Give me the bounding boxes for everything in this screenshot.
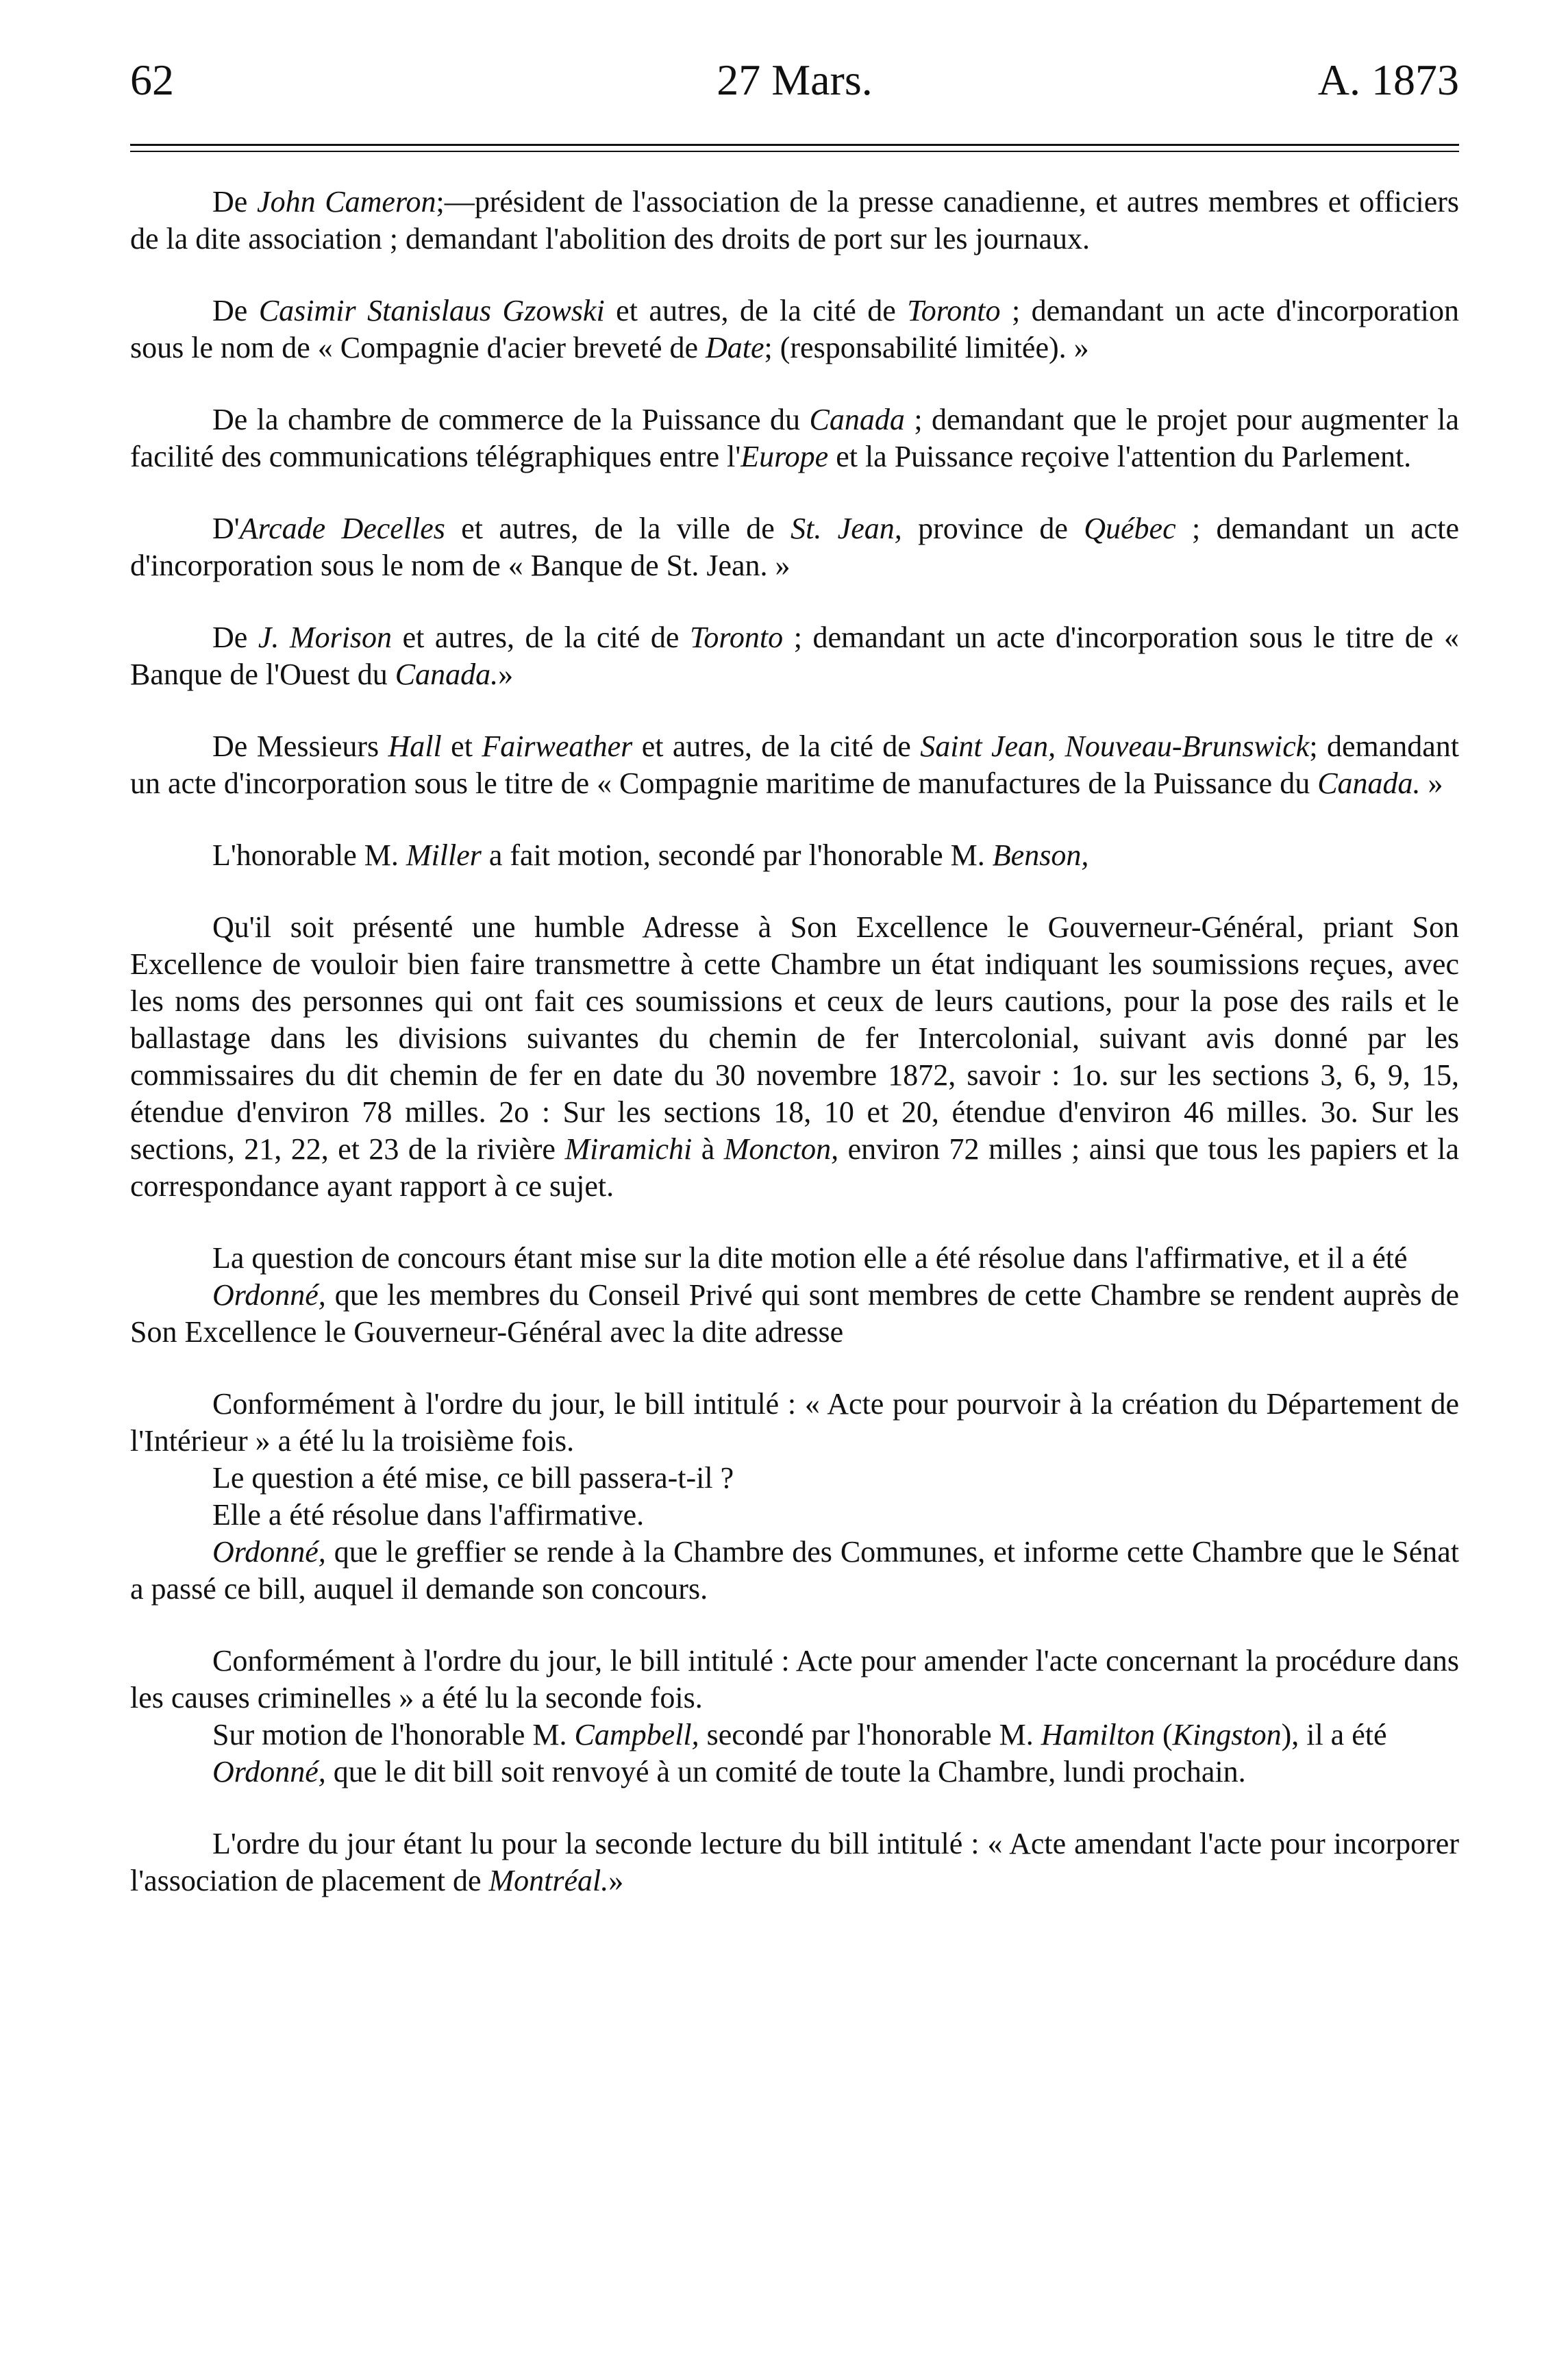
petition-chamber-commerce: De la chambre de commerce de la Puissance du Canada ; demandant que le projet pour augmenter la facilité des communications télégraphiques entre l'Europe et la Puissance reçoive l'attention du Parlement. bbox=[130, 403, 1459, 473]
person-name: Miller bbox=[406, 838, 482, 872]
person-name: J. Morison bbox=[258, 621, 393, 654]
ordered-label: Ordonné, bbox=[212, 1278, 326, 1312]
person-name: Hamilton bbox=[1041, 1718, 1155, 1751]
place-name: Toronto bbox=[907, 294, 1001, 327]
bill-criminal-procedure: Conformément à l'ordre du jour, le bill intitulé : Acte pour amender l'acte concernant la procédure dans les causes criminelles » a été lu la seconde fois. Sur motion de l'honorable M. Campbell, secondé par l'honorable M. Hamilton (Kingston), il a été Ordonné, que le dit bill soit renvoyé à un comité de toute la Chambre, lundi prochain. bbox=[130, 1644, 1459, 1788]
place-name: Saint Jean, Nouveau-Brunswick bbox=[920, 729, 1310, 763]
person-name: Arcade Decelles bbox=[239, 512, 445, 545]
place-name: Moncton, bbox=[723, 1132, 839, 1166]
petition-gzowski: De Casimir Stanislaus Gzowski et autres, de la cité de Toronto ; demandant un acte d'incorporation sous le nom de « Compagnie d'acier breveté de Date; (responsabilité limitée). » bbox=[130, 294, 1459, 364]
place-name: Miramichi bbox=[564, 1132, 693, 1166]
place-name: Canada. bbox=[1317, 766, 1421, 800]
place-name: Kingston bbox=[1172, 1718, 1282, 1751]
bill-montreal-placement: L'ordre du jour étant lu pour la seconde lecture du bill intitulé : « Acte amendant l'acte pour incorporer l'association de placement de Montréal.» bbox=[130, 1827, 1459, 1897]
motion-miller: L'honorable M. Miller a fait motion, secondé par l'honorable M. Benson, bbox=[212, 838, 1089, 872]
page-number: 62 bbox=[130, 55, 174, 104]
bill-interior-department: Conformément à l'ordre du jour, le bill intitulé : « Acte pour pourvoir à la création du Département de l'Intérieur » a été lu la troisième fois. Le question a été mise, ce bill passera-t-il ? Elle a été résolue dans l'affirmative. Ordonné, que le greffier se rende à la Chambre des Communes, et informe cette Chambre que le Sénat a passé ce bill, auquel il demande son concours. bbox=[130, 1387, 1459, 1606]
person-name: Benson, bbox=[992, 838, 1089, 872]
place-name: Date bbox=[706, 331, 764, 364]
header-year: A. 1873 bbox=[1317, 55, 1459, 104]
person-name: Campbell, bbox=[574, 1718, 699, 1751]
place-name: Montréal. bbox=[488, 1864, 609, 1897]
place-name: St. Jean, bbox=[791, 512, 902, 545]
petition-hall-fairweather: De Messieurs Hall et Fairweather et autres, de la cité de Saint Jean, Nouveau-Brunswick; demandant un acte d'incorporation sous le titre de « Compagnie maritime de manufactures de la Puissance du Canada. » bbox=[130, 729, 1459, 800]
petition-morison: De J. Morison et autres, de la cité de Toronto ; demandant un acte d'incorporation sous le titre de « Banque de l'Ouest du Canada.» bbox=[130, 621, 1459, 691]
place-name: Toronto bbox=[690, 621, 784, 654]
address-text: Qu'il soit présenté une humble Adresse à Son Excellence le Gouverneur-Général, priant Son Excellence de vouloir bien faire transmettre à cette Chambre un état indiquant les soumissions reçues, avec les noms des personnes qui ont fait ces soumissions et ceux de leurs cautions, pour la pose des rails et le ballastage dans les divisions suivantes du chemin de fer Intercolonial, suivant avis donné par les commissaires du dit chemin de fer en date du 30 novembre 1872, savoir : 1o. sur les sections 3, 6, 9, 15, étendue d'environ 78 milles. 2o : Sur les sections 18, 10 et 20, étendue d'environ 46 milles. 3o. Sur les sections, 21, 22, et 23 de la rivière Miramichi à Moncton, environ 72 milles ; ainsi que tous les papiers et la correspondance ayant rapport à ce sujet. bbox=[130, 910, 1460, 1203]
person-name: Fairweather bbox=[482, 729, 633, 763]
person-name: Hall bbox=[388, 729, 442, 763]
person-name: Casimir Stanislaus Gzowski bbox=[258, 294, 605, 327]
question-concurrence: La question de concours étant mise sur la dite motion elle a été résolue dans l'affirmative, et il a été Ordonné, que les membres du Conseil Privé qui sont membres de cette Chambre se rendent auprès de Son Excellence le Gouverneur-Général avec la dite adresse bbox=[130, 1241, 1459, 1349]
place-name: Canada bbox=[809, 403, 905, 436]
header-rule bbox=[130, 144, 1459, 152]
petition-cameron: De John Cameron;—président de l'association de la presse canadienne, et autres membres et officiers de la dite association ; demandant l'abolition des droits de port sur les journaux. bbox=[130, 185, 1460, 255]
place-name: Europe bbox=[741, 440, 829, 473]
place-name: Canada. bbox=[395, 658, 499, 691]
header-date: 27 Mars. bbox=[717, 55, 873, 104]
place-name: Québec bbox=[1084, 512, 1176, 545]
document-body bbox=[130, 184, 1459, 1899]
page-header bbox=[130, 49, 1459, 111]
ordered-label: Ordonné, bbox=[212, 1535, 326, 1569]
petition-decelles: D'Arcade Decelles et autres, de la ville de St. Jean, province de Québec ; demandant un acte d'incorporation sous le nom de « Banque de St. Jean. » bbox=[130, 512, 1460, 582]
person-name: John Cameron bbox=[257, 185, 436, 219]
ordered-label: Ordonné, bbox=[212, 1755, 326, 1788]
